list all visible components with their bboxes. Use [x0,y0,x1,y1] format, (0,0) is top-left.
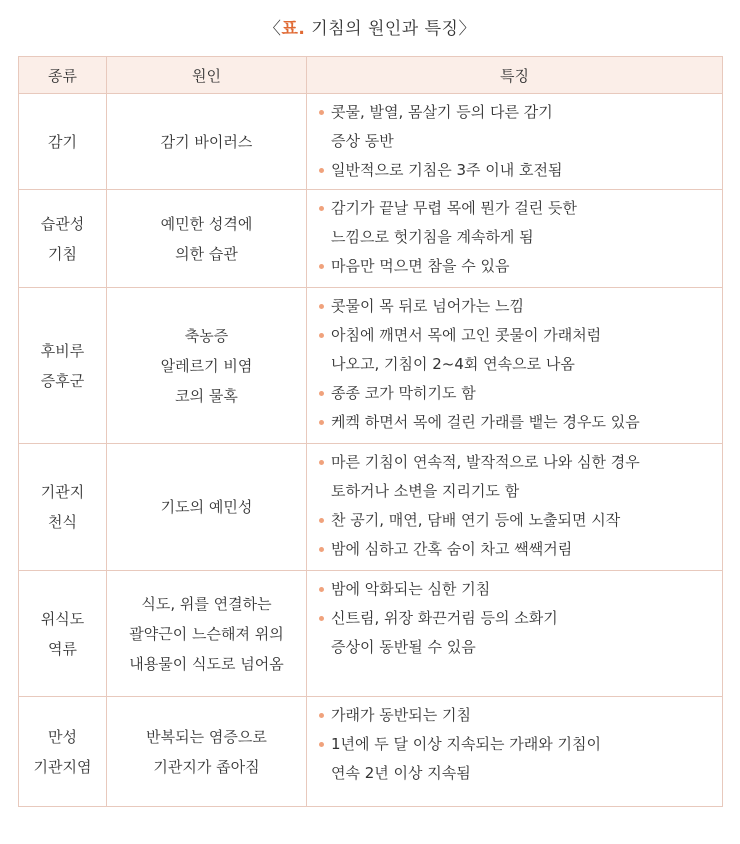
kind-line: 습관성 [40,214,85,233]
table-row [19,571,723,697]
feature-item [317,575,716,604]
cell-features [307,697,723,807]
feature-item [317,156,716,185]
cause-line: 축농증 [184,326,229,345]
cause-line: 식도, 위를 연결하는 [141,594,272,613]
feature-line: 마음만 먹으면 참을 수 있음 [331,257,510,275]
cell-kind [19,444,107,571]
cause-line: 알레르기 비염 [160,356,253,375]
cause-line: 괄약근이 느슨해져 위의 [129,624,284,643]
cell-features [307,444,723,571]
cause-line: 반복되는 염증으로 [146,727,267,746]
table-row [19,94,723,190]
table-row [19,697,723,807]
cell-features [307,571,723,697]
table-row [19,444,723,571]
cell-cause [107,94,307,190]
caption-table-label: 표. [281,19,306,39]
feature-line: 감기가 끝날 무렵 목에 뭔가 걸린 듯한 [331,199,577,217]
cause-line: 내용물이 식도로 넘어옴 [129,654,284,673]
feature-line: 아침에 깨면서 목에 고인 콧물이 가래처럼 [331,326,602,344]
feature-line: 밤에 악화되는 심한 기침 [331,580,491,598]
cause-line: 코의 물혹 [175,386,238,405]
feature-line: 밤에 심하고 간혹 숨이 차고 쌕쌕거림 [331,540,573,558]
cough-table [18,56,723,807]
cell-cause [107,444,307,571]
cell-features [307,288,723,444]
feature-item [317,604,716,662]
cell-features [307,190,723,288]
feature-item [317,292,716,321]
feature-line: 나오고, 기침이 2~4회 연속으로 나옴 [331,355,575,373]
cell-kind [19,571,107,697]
feature-line: 증상이 동반될 수 있음 [331,638,476,656]
cell-features [307,94,723,190]
cause-line: 기관지가 좁아짐 [153,757,260,776]
kind-line: 천식 [48,513,77,531]
kind-line: 위식도 [40,609,85,628]
cell-kind [19,697,107,807]
kind-line: 기관지 [40,483,85,501]
feature-line: 마른 기침이 연속적, 발작적으로 나와 심한 경우 [331,453,640,471]
feature-list [317,98,716,185]
feature-item [317,321,716,379]
caption-close-bracket: 〉 [458,19,476,39]
feature-list [317,448,716,564]
header-features: 특징 [307,57,723,94]
feature-line: 콧물이 목 뒤로 넘어가는 느낌 [331,297,524,315]
feature-item [317,506,716,535]
feature-list [317,194,716,281]
kind-line: 후비루 [40,341,85,360]
feature-line: 일반적으로 기침은 3주 이내 호전됨 [331,161,563,179]
feature-item [317,98,716,156]
cause-line: 예민한 성격에 [160,214,253,233]
kind-line: 기관지염 [33,757,92,776]
kind-line: 역류 [48,639,77,658]
cell-cause [107,190,307,288]
table-row [19,288,723,444]
feature-line: 느낌으로 헛기침을 계속하게 됨 [331,228,534,246]
cell-kind [19,94,107,190]
feature-line: 가래가 동반되는 기침 [331,706,471,724]
feature-line: 연속 2년 이상 지속됨 [331,764,471,782]
feature-line: 콧물, 발열, 몸살기 등의 다른 감기 [331,103,553,121]
header-row [19,57,723,94]
feature-item [317,379,716,408]
feature-list [317,575,716,662]
cell-cause [107,571,307,697]
cause-line: 의한 습관 [175,244,238,263]
feature-list [317,292,716,437]
feature-line: 토하거나 소변을 지리기도 함 [331,482,520,500]
feature-line: 1년에 두 달 이상 지속되는 가래와 기침이 [331,735,601,753]
feature-item [317,194,716,252]
cell-cause [107,288,307,444]
table-row [19,190,723,288]
feature-item [317,408,716,437]
feature-item [317,535,716,564]
kind-line: 감기 [48,132,77,151]
kind-line: 증후군 [40,371,85,390]
feature-line: 증상 동반 [331,132,394,150]
feature-item [317,252,716,281]
cause-line: 기도의 예민성 [160,498,253,516]
kind-line: 기침 [48,244,77,263]
header-cause: 원인 [107,57,307,94]
cause-line: 감기 바이러스 [160,132,253,151]
feature-item [317,701,716,730]
table-caption [0,14,740,39]
kind-line: 만성 [48,727,77,746]
cell-cause [107,697,307,807]
cell-kind [19,288,107,444]
caption-open-bracket: 〈 [264,19,282,39]
feature-list [317,701,716,788]
feature-line: 케켁 하면서 목에 걸린 가래를 뱉는 경우도 있음 [331,413,640,431]
header-kind: 종류 [19,57,107,94]
feature-line: 신트림, 위장 화끈거림 등의 소화기 [331,609,558,627]
caption-text: 기침의 원인과 특징 [305,19,459,39]
feature-item [317,730,716,788]
feature-line: 종종 코가 막히기도 함 [331,384,476,402]
feature-item [317,448,716,506]
feature-line: 찬 공기, 매연, 담배 연기 등에 노출되면 시작 [331,511,621,529]
cell-kind [19,190,107,288]
